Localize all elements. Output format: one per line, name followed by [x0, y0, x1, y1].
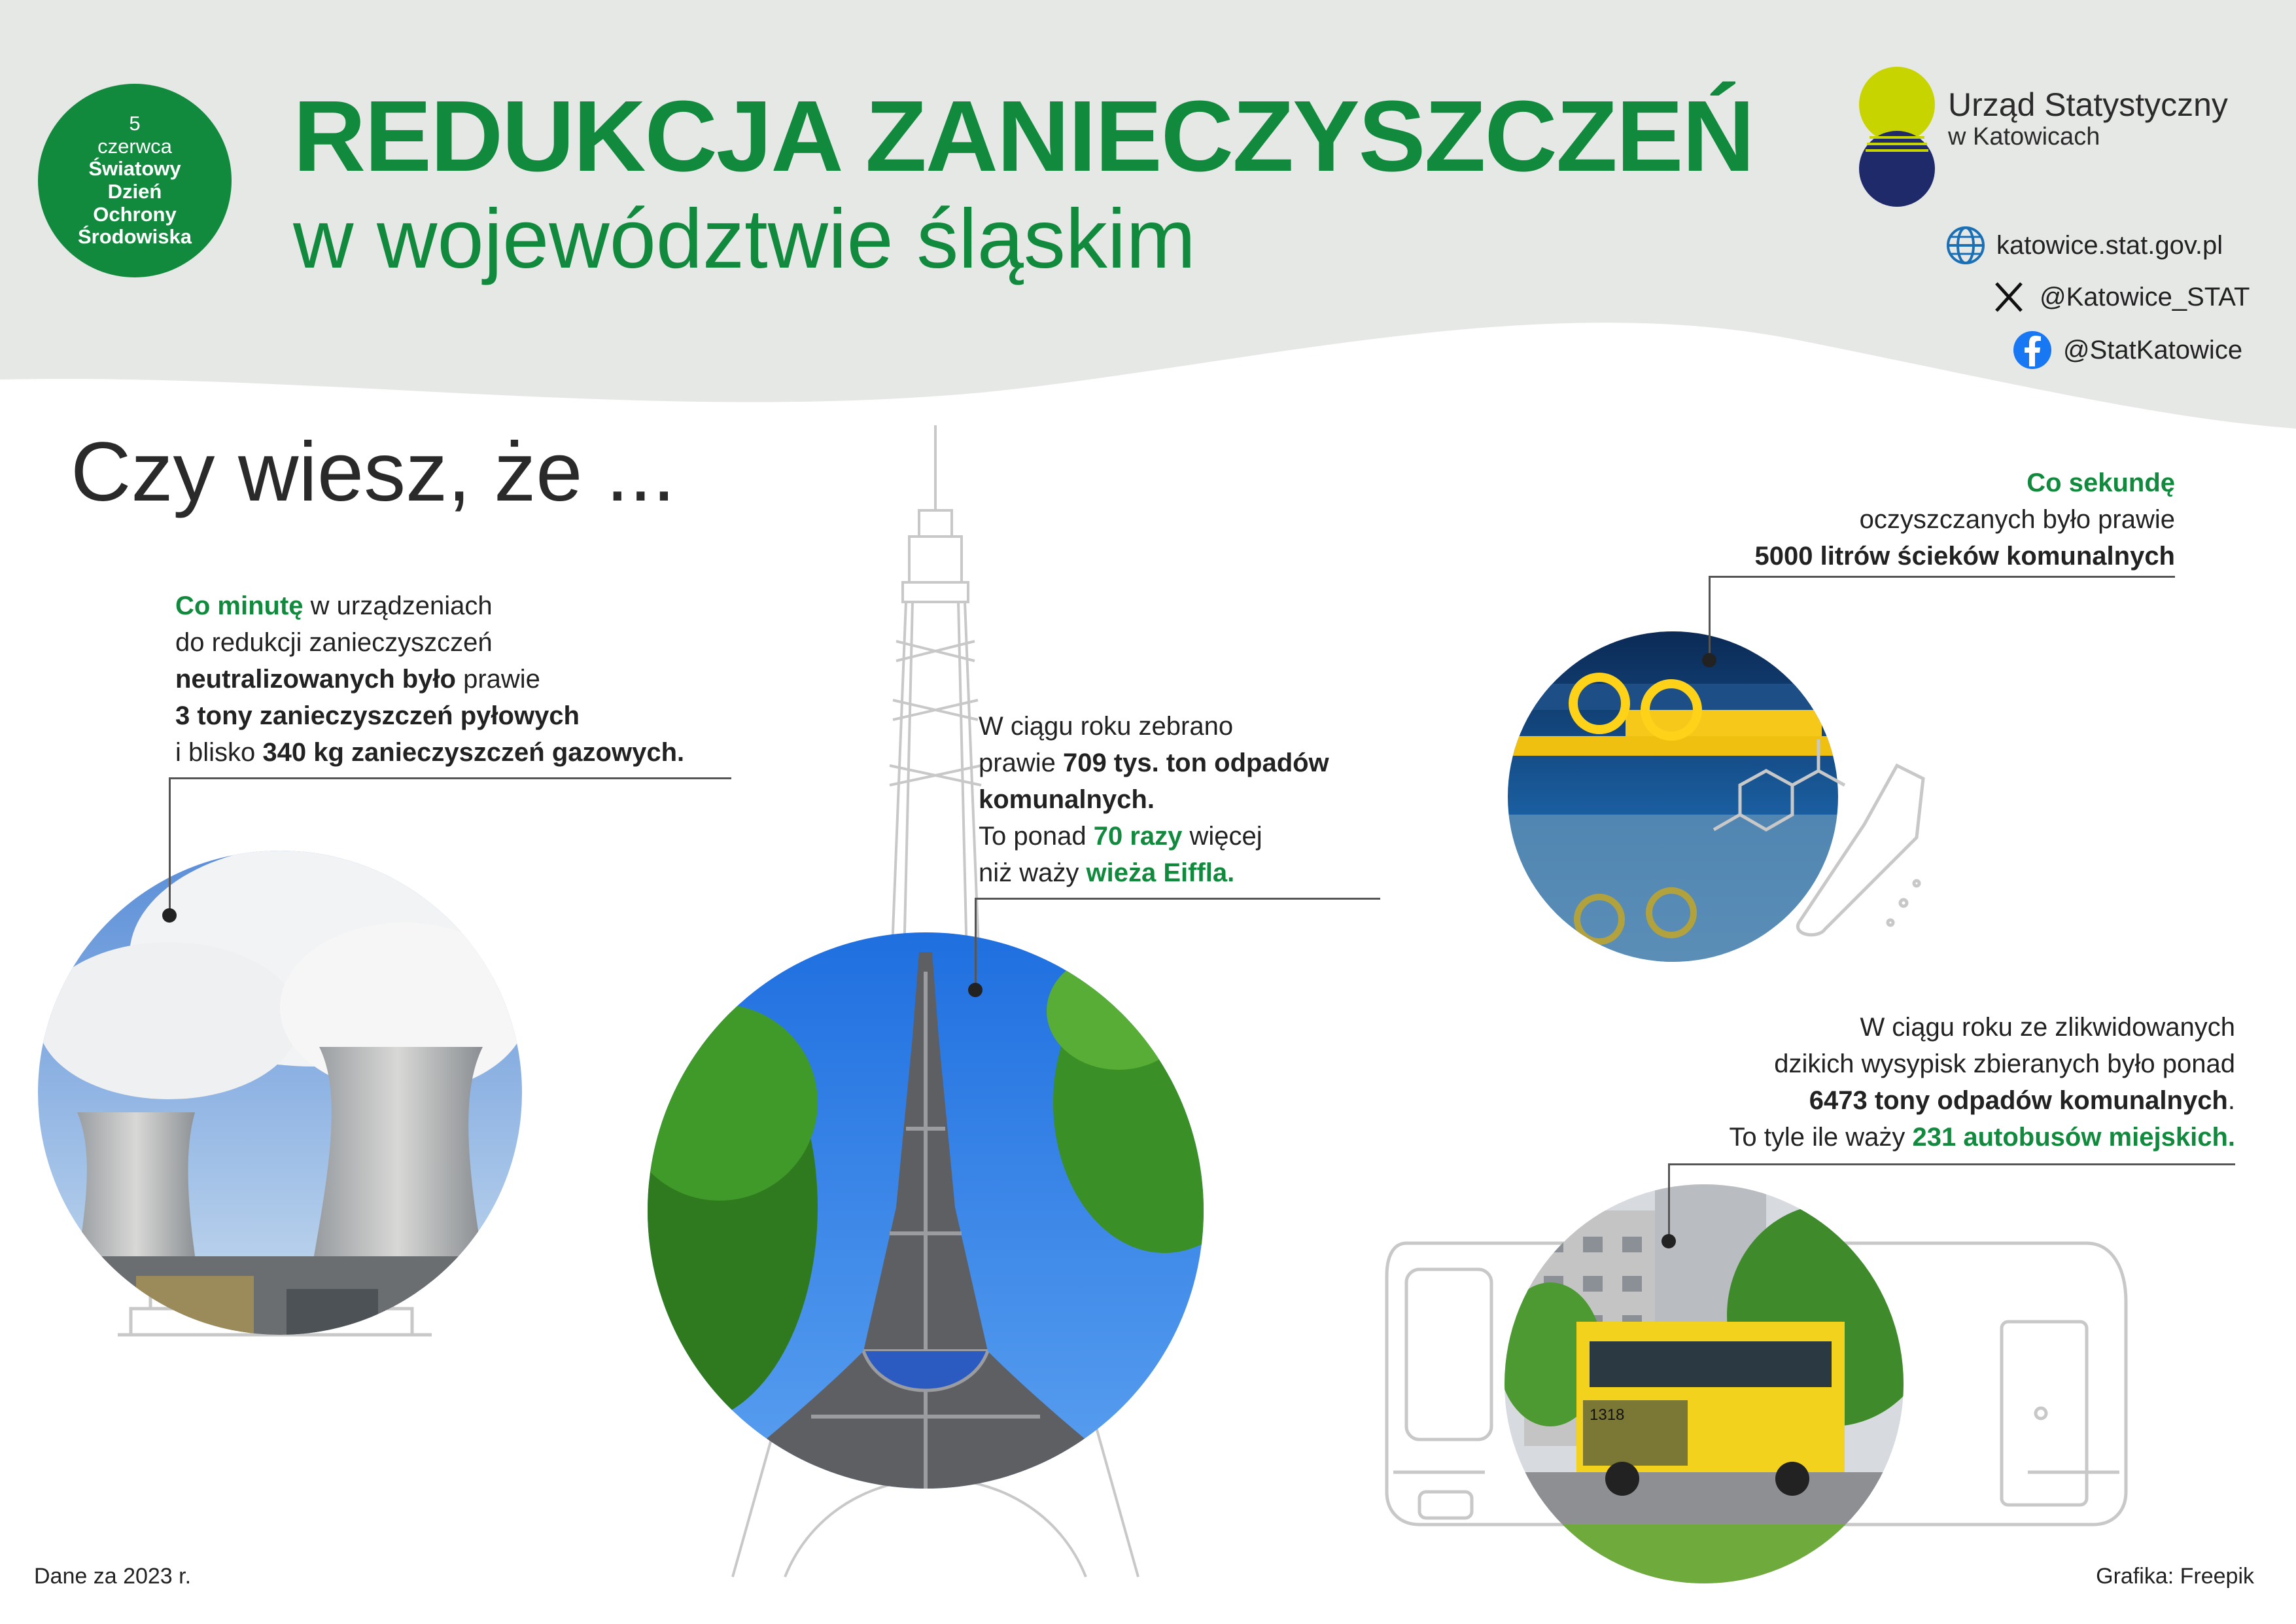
fact-waste-dot — [968, 983, 983, 997]
facebook-profile-link[interactable] — [2012, 330, 2242, 370]
fact-dust-line3-bold: neutralizowanych było — [175, 665, 456, 694]
cooling-towers-photo — [38, 851, 522, 1335]
badge-line4: Środowiska — [78, 225, 192, 249]
fact-dust-connector — [169, 777, 171, 916]
fact-waste-line2-bold: 709 tys. ton odpadów — [1062, 749, 1329, 777]
fact-sewage-line2: oczyszczanych było prawie — [1859, 505, 2175, 534]
fact-waste-line5: niż waży — [979, 858, 1087, 887]
fact-dust-line5-bold: 340 kg zanieczyszczeń gazowych. — [262, 738, 685, 767]
fact-waste-line1: W ciągu roku zebrano — [979, 712, 1234, 741]
website-label: katowice.stat.gov.pl — [1996, 230, 2223, 260]
fact-waste-highlight: 70 razy — [1093, 822, 1183, 851]
badge-day: 5 — [129, 111, 141, 135]
fact-sewage-rule — [1709, 576, 2175, 578]
eiffel-tower-photo — [648, 932, 1204, 1489]
badge-line2: Dzień — [107, 180, 162, 203]
fact-waste-text — [979, 708, 1329, 891]
office-name-line1: Urząd Statystyczny — [1948, 86, 2228, 123]
fact-sewage-line3: 5000 litrów ścieków komunalnych — [1754, 542, 2175, 571]
data-year-note: Dane za 2023 r. — [34, 1564, 192, 1589]
fact-dumps-line3: . — [2227, 1086, 2235, 1115]
section-heading: Czy wiesz, że ... — [71, 425, 676, 519]
facebook-icon — [2012, 330, 2053, 370]
fact-dust-highlight: Co minutę — [175, 591, 304, 620]
fact-dust-line1: w urządzeniach — [303, 591, 493, 620]
fact-dust-text — [175, 588, 684, 771]
fact-dumps-line4: To tyle ile waży — [1729, 1123, 1913, 1152]
fact-dumps-dot — [1661, 1234, 1676, 1248]
city-bus-photo — [1505, 1184, 1904, 1583]
fact-waste-line4: To ponad — [979, 822, 1094, 851]
fact-dumps-text — [1505, 1009, 2235, 1156]
facebook-profile-label: @StatKatowice — [2063, 335, 2243, 364]
graphics-credit: Grafika: Freepik — [2096, 1564, 2254, 1589]
bus-number-label: 1318 — [1590, 1406, 1625, 1424]
x-icon — [1989, 277, 2029, 317]
fact-waste-line5-highlight: wieża Eiffla. — [1086, 858, 1235, 887]
badge-month: czerwca — [97, 134, 172, 158]
fact-dumps-line2: dzikich wysypisk zbieranych było ponad — [1774, 1050, 2235, 1078]
fact-dust-line2: do redukcji zanieczyszczeń — [175, 628, 493, 657]
page-subtitle: w województwie śląskim — [293, 192, 1196, 286]
fact-dumps-line3-bold: 6473 tony odpadów komunalnych — [1809, 1086, 2228, 1115]
fact-dumps-connector — [1668, 1163, 1670, 1242]
globe-icon — [1945, 225, 1986, 266]
fact-dust-line4: 3 tony zanieczyszczeń pyłowych — [175, 701, 580, 730]
world-environment-day-badge — [38, 84, 232, 277]
website-link[interactable] — [1945, 225, 2223, 266]
badge-line3: Ochrony — [93, 202, 177, 226]
fact-dumps-highlight: 231 autobusów miejskich. — [1912, 1123, 2235, 1152]
fact-dumps-line1: W ciągu roku ze zlikwidowanych — [1860, 1013, 2235, 1042]
office-name-line2: w Katowicach — [1948, 123, 2100, 150]
stat-office-logo-icon — [1856, 64, 1938, 221]
fact-sewage-connector — [1709, 576, 1711, 661]
chemistry-sketch-icon — [1701, 726, 1949, 949]
fact-sewage-text — [1518, 465, 2175, 574]
badge-line1: Światowy — [88, 157, 181, 181]
fact-dust-line3: prawie — [455, 665, 540, 694]
page-title: REDUKCJA ZANIECZYSZCZEŃ — [293, 80, 1754, 192]
fact-dust-line5: i blisko — [175, 738, 263, 767]
stat-office-name — [1948, 86, 2228, 151]
fact-dust-dot — [162, 908, 177, 923]
fact-waste-rule — [975, 898, 1380, 900]
fact-waste-line3: komunalnych. — [979, 785, 1155, 814]
fact-waste-line2: prawie — [979, 749, 1063, 777]
fact-dumps-rule — [1668, 1163, 2235, 1165]
fact-sewage-highlight: Co sekundę — [2026, 468, 2175, 497]
x-profile-link[interactable] — [1989, 277, 2250, 317]
fact-waste-line4-rest: więcej — [1182, 822, 1262, 851]
fact-sewage-dot — [1702, 653, 1716, 667]
fact-dust-rule — [169, 777, 731, 779]
x-profile-label: @Katowice_STAT — [2040, 282, 2250, 311]
fact-waste-connector — [975, 898, 977, 991]
